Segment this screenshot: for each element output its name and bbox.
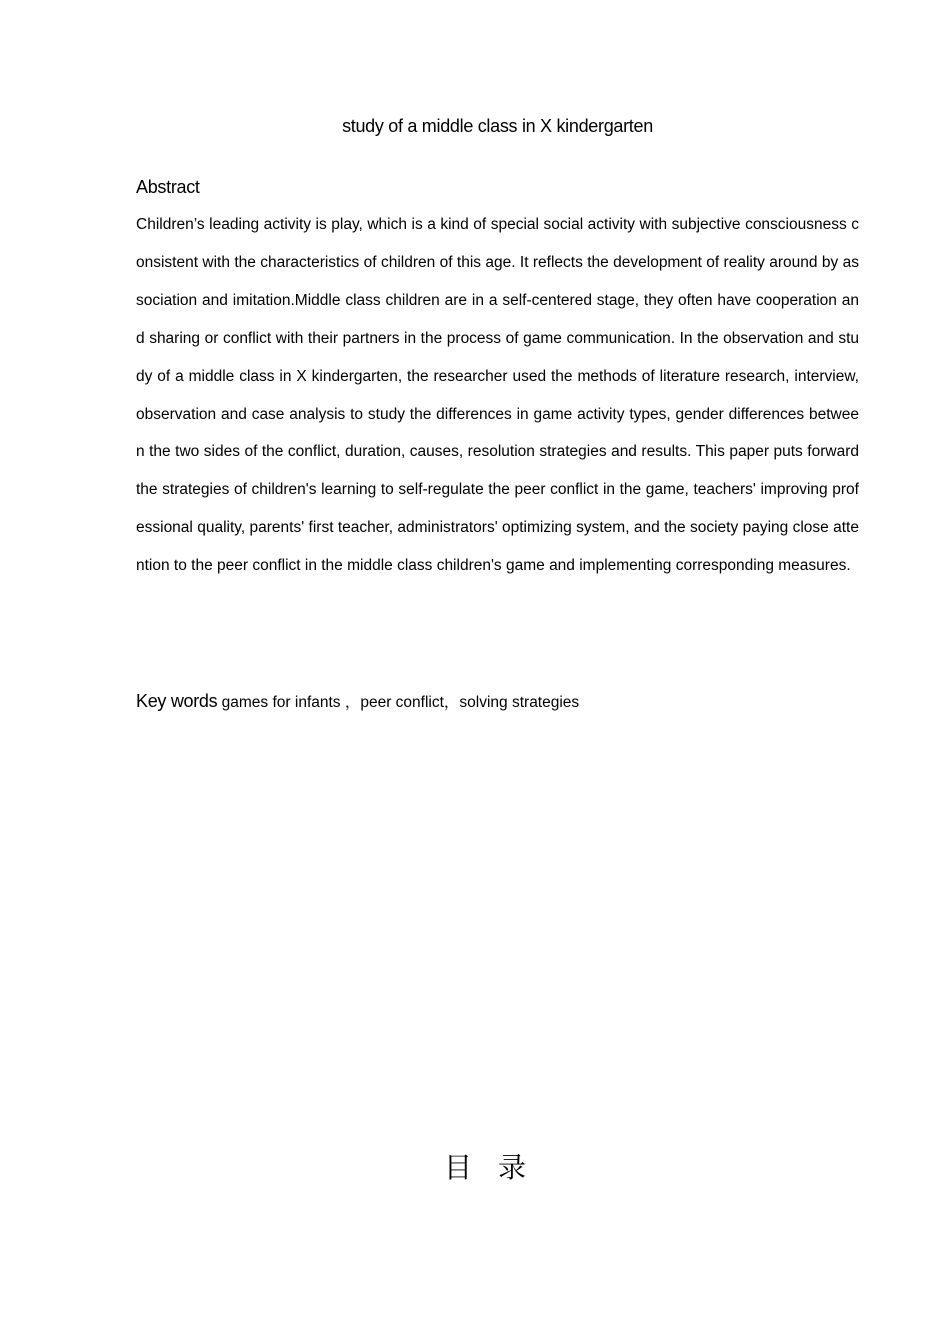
abstract-body: Children’s leading activity is play, which is a kind of special social activity with subjective consciousness consistent with the characteristics of children of this age. It reflects the development of reality around by association and imitation.Middle class children are in a self-centered stage, they often have cooperation and sharing or conflict with their partners in the process of game communication. In the observation and study of a middle class in X kindergarten, the researcher used the methods of literature research, interview, observation and case analysis to study the differences in game activity types, gender differences between the two sides of the conflict, duration, causes, resolution strategies and results. This paper puts forward the strategies of children's learning to self-regulate the peer conflict in the game, teachers' improving professional quality, parents' first teacher, administrators' optimizing system, and the society paying close attention to the peer conflict in the middle class children's game and implementing corresponding measures. (136, 216, 859, 575)
keywords-label: Key words (136, 691, 218, 711)
paper-title: study of a middle class in X kindergarten (342, 116, 653, 136)
abstract-heading: Abstract (136, 177, 200, 197)
table-of-contents-heading: 目录 (443, 1151, 552, 1184)
keywords-value: games for infants ，peer conflict，solving strategies (217, 694, 580, 711)
keywords-line (136, 689, 859, 715)
